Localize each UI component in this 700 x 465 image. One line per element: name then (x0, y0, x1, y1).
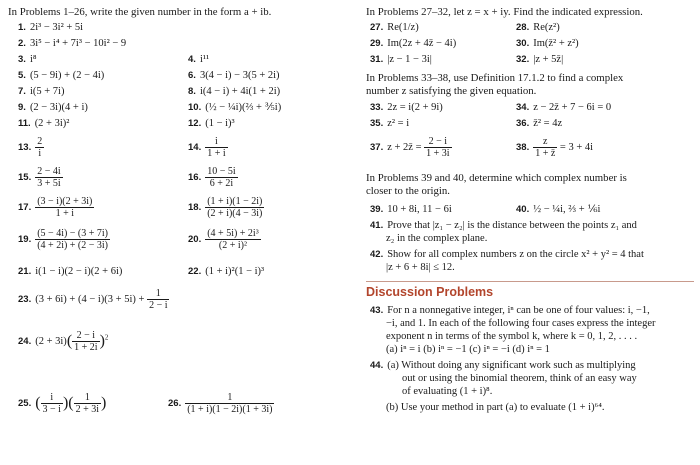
problem-number: 34. (516, 102, 530, 113)
denominator: 2 − i (149, 300, 168, 311)
problems-33-38-intro-line1: In Problems 33–38, use Definition 17.1.2 to find a complex (366, 72, 624, 84)
problem-number: 41. (370, 220, 384, 231)
numerator: 2 − i (424, 136, 451, 148)
fraction (74, 392, 101, 415)
problem-44-cont-1: out or using the binomial theorem, think of an easy way (402, 373, 637, 384)
problem-expression: (1 − i)³ (205, 118, 235, 129)
numerator: (3 − i)(2 + 3i) (37, 196, 93, 207)
problem-expression: i(4 − i) + 4i(1 + 2i) (199, 86, 281, 97)
problem-43-cont-1: −i, and 1. In each of the following four cases express the integer (386, 318, 656, 329)
problem-expression: (2 + 3i) (35, 335, 67, 347)
fraction (205, 166, 237, 189)
problem-24 (18, 330, 108, 353)
problem-number: 7. (18, 86, 26, 97)
problem-30 (516, 38, 579, 50)
fraction (35, 196, 94, 219)
problem-44-part-b: (b) Use your method in part (a) to evaluate (1 + i)⁶⁴. (386, 402, 605, 413)
problem-4 (188, 54, 209, 66)
problem-expression: Re(z²) (533, 22, 560, 33)
problem-1 (18, 22, 83, 34)
problem-expression: i¹¹ (199, 54, 210, 65)
paren-left: ( (68, 394, 74, 412)
problem-number: 28. (516, 22, 530, 33)
fraction (185, 392, 274, 415)
exponent: 2 (104, 333, 109, 342)
problem-expression: ½ − ¼i, ⅔ + ⅙i (533, 204, 601, 215)
problem-number: 37. (370, 141, 384, 153)
problem-33 (370, 102, 443, 114)
problem-expression: z̄² = 4z (533, 118, 563, 129)
problem-number: 39. (370, 204, 384, 215)
numerator: (1 + i)(1 − 2i) (207, 196, 263, 207)
problem-expression: i⁸ (29, 54, 37, 65)
fraction (424, 136, 451, 159)
paren-right: ) (62, 394, 69, 412)
problems-1-26-intro: In Problems 1–26, write the given number in the form a + ib. (8, 6, 272, 18)
denominator: 1 + z̄ (535, 148, 556, 159)
problem-7 (18, 86, 64, 98)
problem-expression: Re(1/z) (387, 22, 419, 33)
problem-expression: = 3 + 4i (559, 141, 594, 153)
numerator: 10 − 5i (207, 166, 236, 177)
problem-number: 31. (370, 54, 384, 65)
problem-number: 32. (516, 54, 530, 65)
problem-number: 44. (370, 360, 384, 371)
paren-right: ) (101, 394, 107, 412)
fraction (147, 288, 169, 311)
problem-expression: z² = i (387, 118, 410, 129)
problem-number: 19. (18, 233, 32, 245)
problem-text: Prove that |z₁ − z₂| is the distance between the points z₁ and (387, 220, 637, 231)
discussion-problems-heading: Discussion Problems (366, 285, 494, 299)
problem-expression: z + 2z̄ = (387, 141, 422, 153)
paren-left: ( (66, 332, 73, 350)
problem-expression: Im(2z + 4z̄ − 4i) (387, 38, 457, 49)
problem-29 (370, 38, 456, 50)
problem-number: 18. (188, 201, 202, 213)
denominator: 2 + 3i (75, 404, 100, 415)
problem-11 (18, 118, 69, 130)
fraction (35, 136, 44, 159)
problem-expression: (1 + i)²(1 − i)³ (205, 266, 265, 277)
problem-number: 33. (370, 102, 384, 113)
problem-16 (188, 166, 238, 189)
problem-number: 42. (370, 249, 384, 260)
numerator: 2 − 4i (37, 166, 61, 177)
problem-number: 27. (370, 22, 384, 33)
numerator: 1 (147, 288, 169, 300)
problem-number: 17. (18, 201, 32, 213)
problems-39-40-intro-line1: In Problems 39 and 40, determine which complex number is (366, 172, 627, 184)
problem-42-cont: |z + 6 + 8i| ≤ 12. (386, 262, 455, 273)
problem-32 (516, 54, 563, 66)
problem-9 (18, 102, 88, 114)
problem-10 (188, 102, 281, 114)
problem-expression: (5 − 9i) + (2 − 4i) (29, 70, 105, 81)
problem-number: 38. (516, 141, 530, 153)
problem-number: 10. (188, 102, 202, 113)
problems-39-40-intro-line2: closer to the origin. (366, 185, 450, 197)
problem-38 (516, 136, 593, 159)
problem-number: 24. (18, 335, 32, 347)
problem-expression: 3i⁵ − i⁴ + 7i³ − 10i² − 9 (29, 38, 127, 49)
problem-6 (188, 70, 280, 82)
problem-expression: |z + 5z̄| (533, 54, 564, 65)
problem-text: Show for all complex numbers z on the circle x² + y² = 4 that (387, 249, 644, 260)
numerator: 1 (74, 392, 101, 404)
problem-35 (370, 118, 409, 130)
problem-expression: i(5 + 7i) (29, 86, 65, 97)
denominator: (4 + 2i) + (2 − 3i) (37, 240, 109, 251)
problem-number: 2. (18, 38, 26, 49)
problem-number: 43. (370, 305, 384, 316)
denominator: (1 + i)(1 − 2i)(1 + 3i) (187, 404, 273, 415)
problem-expression: (3 + 6i) + (4 − i)(3 + 5i) + (35, 293, 145, 305)
problem-number: 16. (188, 171, 202, 183)
problem-expression: (½ − ¼i)(⅔ + ⅗i) (205, 102, 282, 113)
denominator: 3 + 5i (37, 178, 61, 189)
problem-17 (18, 196, 94, 219)
fraction (205, 136, 227, 159)
denominator: (2 + i)(4 − 3i) (207, 208, 263, 219)
fraction (41, 392, 63, 415)
problem-number: 15. (18, 171, 32, 183)
problem-12 (188, 118, 235, 130)
problem-expression: i(1 − i)(2 − i)(2 + 6i) (35, 266, 123, 277)
problems-27-32-intro: In Problems 27–32, let z = x + iy. Find the indicated expression. (366, 6, 643, 18)
problem-number: 25. (18, 397, 32, 409)
paren-left: ( (35, 394, 41, 412)
problem-3 (18, 54, 37, 66)
problem-number: 22. (188, 266, 202, 277)
denominator: (2 + i)² (218, 240, 247, 251)
problem-18 (188, 196, 264, 219)
problem-number: 1. (18, 22, 26, 33)
problem-number: 8. (188, 86, 196, 97)
problem-number: 6. (188, 70, 196, 81)
denominator: 1 + i (55, 208, 74, 219)
problem-expression: 3(4 − i) − 3(5 + 2i) (199, 70, 280, 81)
fraction (533, 136, 557, 159)
denominator: 3 − i (42, 404, 61, 415)
numerator: 2 − i (72, 330, 99, 342)
problem-23 (18, 288, 169, 311)
problem-number: 21. (18, 266, 32, 277)
problem-number: 35. (370, 118, 384, 129)
problem-number: 13. (18, 141, 32, 153)
problem-expression: 2z = i(2 + 9i) (387, 102, 443, 113)
problem-number: 5. (18, 70, 26, 81)
problem-44 (370, 360, 636, 372)
problem-expression: z − 2z̄ + 7 − 6i = 0 (533, 102, 612, 113)
fraction (205, 228, 261, 251)
problem-43-cont-2: exponent n in terms of the symbol k, where k = 0, 1, 2, . . . . (386, 331, 638, 342)
problem-43 (370, 305, 650, 317)
problem-25 (18, 392, 106, 415)
problem-40 (516, 204, 600, 216)
problem-number: 14. (188, 141, 202, 153)
problem-31 (370, 54, 432, 66)
problem-number: 36. (516, 118, 530, 129)
problem-number: 30. (516, 38, 530, 49)
numerator: (4 + 5i) + 2i³ (207, 228, 259, 239)
problem-41-cont: z₂ in the complex plane. (386, 233, 488, 244)
fraction (72, 330, 99, 353)
fraction (205, 196, 264, 219)
problem-expression: |z − 1 − 3i| (387, 54, 432, 65)
problem-expression: (2 + 3i)² (34, 118, 70, 129)
problem-number: 11. (18, 118, 31, 129)
numerator: 1 (185, 392, 274, 404)
problem-13 (18, 136, 44, 159)
problem-number: 4. (188, 54, 196, 65)
problem-2 (18, 38, 126, 50)
problem-14 (188, 136, 228, 159)
paren-right: ) (99, 332, 105, 350)
problem-number: 26. (168, 397, 182, 409)
problem-19 (18, 228, 110, 251)
fraction (35, 228, 110, 251)
problem-number: 29. (370, 38, 384, 49)
problem-27 (370, 22, 419, 34)
numerator: z (533, 136, 557, 148)
denominator: i (38, 148, 42, 159)
numerator: i (205, 136, 227, 148)
problem-39 (370, 204, 452, 216)
denominator: 1 + 3i (426, 148, 450, 159)
problem-number: 23. (18, 293, 32, 305)
problem-number: 40. (516, 204, 530, 215)
problem-text: For n a nonnegative integer, iⁿ can be one of four values: i, −1, (387, 305, 650, 316)
problem-8 (188, 86, 280, 98)
problem-34 (516, 102, 611, 114)
problem-22 (188, 266, 264, 278)
problem-expression: Im(z̄² + z²) (533, 38, 579, 49)
problem-41 (370, 220, 637, 232)
section-divider (366, 281, 694, 282)
fraction (35, 166, 62, 189)
problem-number: 12. (188, 118, 202, 129)
problem-42 (370, 249, 644, 261)
problem-15 (18, 166, 63, 189)
problem-number: 3. (18, 54, 26, 65)
denominator: 1 + i (207, 148, 226, 159)
problem-expression: (2 − 3i)(4 + i) (29, 102, 88, 113)
problem-26 (168, 392, 274, 415)
numerator: 2 (37, 136, 43, 147)
problem-37 (370, 136, 452, 159)
problem-expression: 2i³ − 3i² + 5i (29, 22, 84, 33)
problem-5 (18, 70, 104, 82)
numerator: (5 − 4i) − (3 + 7i) (37, 228, 109, 239)
denominator: 1 + 2i (74, 342, 98, 353)
problem-expression: 10 + 8i, 11 − 6i (387, 204, 452, 215)
problem-44-cont-2: of evaluating (1 + i)⁸. (402, 386, 493, 397)
problem-36 (516, 118, 562, 130)
problem-number: 9. (18, 102, 26, 113)
numerator: i (41, 392, 63, 404)
problem-text: (a) Without doing any significant work such as multiplying (387, 360, 636, 371)
problem-21 (18, 266, 122, 278)
problem-number: 20. (188, 233, 202, 245)
denominator: 6 + 2i (209, 178, 234, 189)
problem-28 (516, 22, 560, 34)
problem-43-cases: (a) iⁿ = i (b) iⁿ = −1 (c) iⁿ = −i (d) iⁿ = 1 (386, 344, 550, 355)
problems-33-38-intro-line2: number z satisfying the given equation. (366, 85, 537, 97)
problem-20 (188, 228, 261, 251)
